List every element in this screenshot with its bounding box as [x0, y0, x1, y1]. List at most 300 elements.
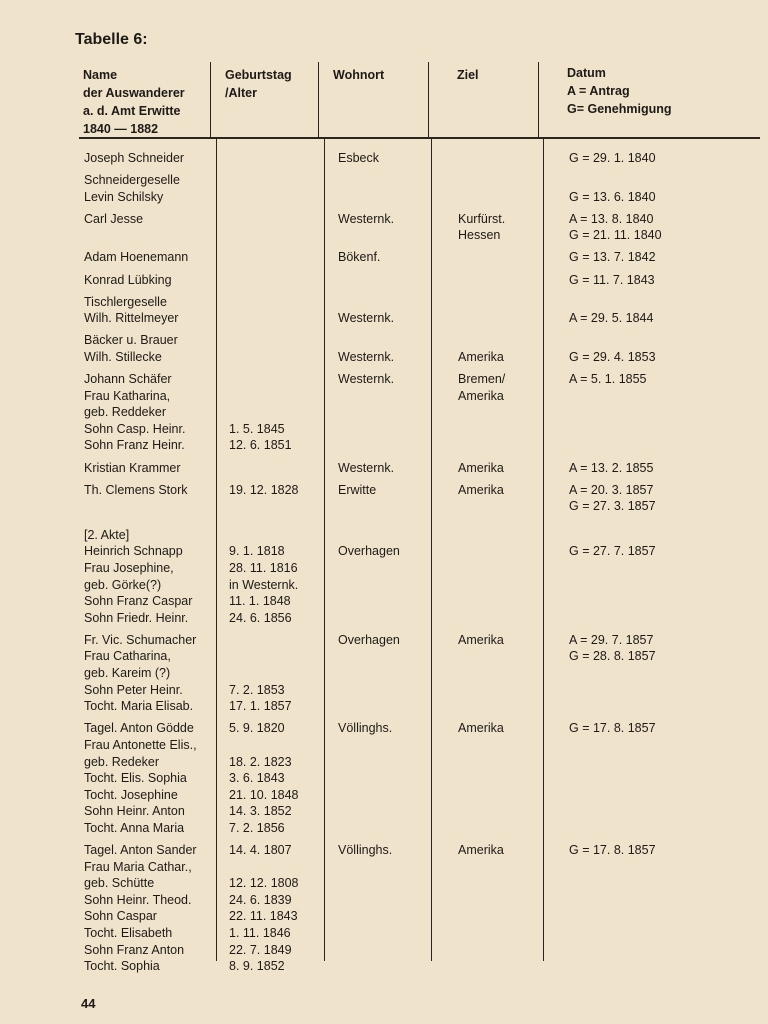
residence-cell [338, 560, 400, 577]
table-row [229, 632, 299, 715]
emigrant-name-cell: Kristian Krammer [84, 460, 181, 475]
destination-cell: Amerika [458, 460, 504, 475]
residence-cell [338, 682, 400, 699]
residence-cell [338, 610, 400, 627]
table-row [569, 249, 662, 266]
table-row [338, 150, 400, 167]
birth-date-cell [229, 527, 299, 544]
birth-date-cell: 12. 6. 1851 [229, 438, 292, 453]
emigrant-name-cell: Konrad Lübking [84, 272, 172, 287]
date-cell: G = 13. 7. 1842 [569, 250, 656, 265]
emigrant-name-cell: Sohn Caspar [84, 909, 157, 924]
header-name-line: a. d. Amt Erwitte [83, 104, 181, 118]
residence-cell [338, 272, 400, 289]
table-row [229, 332, 299, 365]
residence-cell [338, 189, 400, 206]
date-cell: G = 13. 6. 1840 [569, 189, 656, 204]
header-name-line: der Auswanderer [83, 86, 185, 100]
header-residence [333, 66, 384, 84]
emigrant-name-cell: Sohn Franz Anton [84, 942, 185, 957]
birth-date-cell: 11. 1. 1848 [229, 594, 291, 609]
residence-cell: Esbeck [338, 151, 379, 165]
destination-cell [458, 859, 505, 876]
column-birth [229, 150, 299, 975]
birth-date-cell [229, 150, 299, 167]
emigrant-name-cell: Joseph Schneider [84, 151, 185, 165]
header-birth-line: /Alter [225, 86, 257, 100]
birth-date-cell: 18. 2. 1823 [229, 754, 292, 769]
residence-cell: Westernk. [338, 211, 395, 226]
emigrant-name-cell: Frau Maria Cathar., [84, 859, 192, 874]
table-row [458, 371, 505, 454]
date-cell: G = 27. 3. 1857 [569, 499, 656, 514]
table-title: Tabelle 6: [75, 31, 148, 48]
destination-cell [458, 754, 505, 771]
table-row [458, 249, 505, 266]
date-cell [569, 892, 662, 909]
residence-cell: Westernk. [338, 460, 395, 475]
column-divider [431, 139, 432, 961]
birth-date-cell: 22. 7. 1849 [229, 942, 292, 957]
birth-date-cell [229, 272, 299, 289]
table-row [569, 272, 662, 289]
table-row [229, 272, 299, 289]
destination-cell [458, 172, 505, 189]
table-row [338, 460, 400, 477]
residence-cell [338, 498, 400, 515]
table-row [84, 720, 197, 836]
table-row [458, 150, 505, 167]
birth-date-cell [229, 404, 299, 421]
emigrant-name-cell: geb. Schütte [84, 876, 155, 891]
residence-cell [338, 227, 400, 244]
table-row [458, 172, 505, 205]
destination-cell [458, 737, 505, 754]
residence-cell [338, 437, 400, 454]
residence-cell: Völlinghs. [338, 842, 393, 857]
residence-cell [338, 803, 400, 820]
residence-cell: Erwitte [338, 482, 377, 497]
destination-cell [458, 803, 505, 820]
table-row [229, 249, 299, 266]
residence-cell: Westernk. [338, 372, 395, 387]
emigrant-name-cell: Frau Antonette Elis., [84, 737, 197, 752]
date-cell [569, 294, 662, 311]
destination-cell: Bremen/ [458, 372, 506, 387]
residence-cell: Westernk. [338, 349, 395, 364]
table-row [569, 527, 662, 627]
table-row [338, 371, 400, 454]
table-row [569, 632, 662, 715]
header-residence-line: Wohnort [333, 68, 385, 82]
emigrant-name-cell: geb. Reddeker [84, 405, 167, 420]
destination-cell [458, 908, 505, 925]
date-cell: G = 29. 4. 1853 [569, 349, 656, 364]
birth-date-cell [229, 648, 299, 665]
birth-date-cell: 3. 6. 1843 [229, 771, 285, 786]
header-date-line: G= Genehmigung [567, 102, 672, 116]
residence-cell [338, 770, 400, 787]
residence-cell [338, 908, 400, 925]
destination-cell: Kurfürst. [458, 211, 506, 226]
birth-date-cell: 28. 11. 1816 [229, 560, 298, 575]
table-row [569, 842, 662, 975]
destination-cell [458, 610, 505, 627]
emigrant-name-cell: Tischlergeselle [84, 294, 167, 309]
destination-cell: Amerika [458, 349, 504, 364]
emigrant-name-cell: Sohn Heinr. Anton [84, 804, 185, 819]
emigrant-name-cell: Sohn Franz Heinr. [84, 438, 185, 453]
residence-cell: Völlinghs. [338, 721, 393, 736]
date-cell [569, 332, 662, 349]
residence-cell [338, 820, 400, 837]
date-cell [569, 875, 662, 892]
birth-date-cell: 7. 2. 1856 [229, 820, 285, 835]
destination-cell [458, 682, 505, 699]
column-divider [428, 62, 429, 137]
date-cell [569, 803, 662, 820]
emigrant-name-cell: Tocht. Elis. Sophia [84, 771, 187, 786]
emigrant-name-cell: Bäcker u. Brauer [84, 333, 178, 348]
birth-date-cell: 1. 11. 1846 [229, 925, 291, 940]
column-divider [210, 62, 211, 137]
emigrant-name-cell: Tocht. Elisabeth [84, 925, 173, 940]
residence-cell [338, 892, 400, 909]
table-row [229, 172, 299, 205]
birth-date-cell [229, 460, 299, 477]
emigrant-name-cell: Sohn Franz Caspar [84, 594, 193, 609]
birth-date-cell: 17. 1. 1857 [229, 699, 292, 714]
date-cell [569, 754, 662, 771]
destination-cell [458, 770, 505, 787]
table-row [338, 294, 400, 327]
destination-cell: Amerika [458, 388, 504, 403]
table-row [338, 527, 400, 627]
residence-cell [338, 648, 400, 665]
date-cell [569, 404, 662, 421]
residence-cell [338, 925, 400, 942]
header-name-line: 1840 — 1882 [83, 122, 159, 136]
residence-cell [338, 577, 400, 594]
emigrant-name-cell: Tocht. Josephine [84, 787, 178, 802]
birth-date-cell [229, 371, 299, 388]
table-row [84, 272, 197, 289]
date-cell [569, 925, 662, 942]
header-rule [79, 137, 760, 139]
table-row [229, 842, 299, 975]
destination-cell [458, 560, 505, 577]
emigrant-name-cell: Tocht. Maria Elisab. [84, 699, 194, 714]
birth-date-cell [229, 310, 299, 327]
birth-date-cell: 24. 6. 1856 [229, 610, 292, 625]
residence-cell [338, 859, 400, 876]
table-row [229, 527, 299, 627]
destination-cell [458, 294, 505, 311]
table-row [229, 460, 299, 477]
destination-cell [458, 527, 505, 544]
table-row [338, 632, 400, 715]
column-destination [458, 150, 505, 975]
table-row [338, 842, 400, 975]
table-row [84, 632, 197, 715]
table-row [569, 460, 662, 477]
birth-date-cell: 14. 3. 1852 [229, 804, 292, 819]
date-cell [569, 698, 662, 715]
residence-cell [338, 737, 400, 754]
table-row [338, 272, 400, 289]
header-birth [225, 66, 292, 102]
emigrant-name-cell [84, 498, 197, 515]
birth-date-cell: 14. 4. 1807 [229, 842, 292, 857]
table-row [458, 482, 505, 515]
date-cell [569, 437, 662, 454]
date-cell: G = 28. 8. 1857 [569, 649, 656, 664]
table-row [569, 332, 662, 365]
table-row [84, 332, 197, 365]
header-name-line: Name [83, 68, 118, 82]
birth-date-cell: 5. 9. 1820 [229, 721, 285, 736]
birth-date-cell: 12. 12. 1808 [229, 876, 299, 891]
date-cell [569, 593, 662, 610]
table-row [458, 632, 505, 715]
table-row [338, 211, 400, 244]
residence-cell [338, 754, 400, 771]
table-row [84, 842, 197, 975]
emigrant-name-cell: [2. Akte] [84, 527, 130, 542]
emigrant-name-cell: Wilh. Stillecke [84, 349, 162, 364]
date-cell [569, 942, 662, 959]
table-row [569, 720, 662, 836]
destination-cell: Amerika [458, 632, 504, 647]
date-cell: A = 29. 5. 1844 [569, 311, 654, 326]
table-row [458, 527, 505, 627]
date-cell [569, 682, 662, 699]
emigrant-name-cell: Levin Schilsky [84, 189, 164, 204]
birth-date-cell [229, 294, 299, 311]
destination-cell [458, 925, 505, 942]
table-row [458, 211, 505, 244]
birth-date-cell [229, 211, 299, 228]
emigrant-name-cell: Frau Catharina, [84, 649, 171, 664]
table-row [84, 482, 197, 515]
header-date [567, 64, 672, 118]
table-row [84, 527, 197, 627]
destination-cell [458, 648, 505, 665]
date-cell [569, 820, 662, 837]
birth-date-cell: 7. 2. 1853 [229, 682, 285, 697]
birth-date-cell [229, 227, 299, 244]
date-cell [569, 908, 662, 925]
table-row [338, 249, 400, 266]
header-date-line: Datum [567, 66, 606, 80]
emigrant-name-cell: Sohn Heinr. Theod. [84, 892, 192, 907]
date-cell: G = 11. 7. 1843 [569, 272, 655, 287]
table-row [229, 150, 299, 167]
table-row [458, 332, 505, 365]
destination-cell [458, 310, 505, 327]
table-row [84, 211, 197, 244]
emigrant-name-cell: Heinrich Schnapp [84, 544, 183, 559]
date-cell [569, 665, 662, 682]
destination-cell [458, 698, 505, 715]
destination-cell [458, 498, 505, 515]
date-cell: G = 29. 1. 1840 [569, 151, 656, 165]
destination-cell [458, 942, 505, 959]
page-number: 44 [81, 996, 96, 1011]
destination-cell [458, 593, 505, 610]
residence-cell [338, 172, 400, 189]
destination-cell: Amerika [458, 482, 504, 497]
table-row [84, 371, 197, 454]
date-cell [569, 577, 662, 594]
emigrant-name-cell: Sohn Peter Heinr. [84, 682, 183, 697]
residence-cell [338, 593, 400, 610]
birth-date-cell [229, 737, 299, 754]
table-row [84, 172, 197, 205]
emigrant-name-cell: Tocht. Anna Maria [84, 820, 185, 835]
birth-date-cell [229, 172, 299, 189]
column-divider [216, 139, 217, 961]
date-cell [569, 527, 662, 544]
date-cell [569, 172, 662, 189]
table-row [84, 294, 197, 327]
birth-date-cell [229, 332, 299, 349]
destination-cell [458, 892, 505, 909]
header-date-line: A = Antrag [567, 84, 630, 98]
column-name [84, 150, 197, 975]
emigrant-name-cell: Sohn Friedr. Heinr. [84, 610, 189, 625]
residence-cell: Overhagen [338, 544, 400, 559]
emigrant-name-cell: Wilh. Rittelmeyer [84, 311, 179, 326]
emigrant-name-cell: geb. Redeker [84, 754, 160, 769]
date-cell: A = 29. 7. 1857 [569, 632, 654, 647]
date-cell [569, 610, 662, 627]
date-cell: A = 13. 8. 1840 [569, 211, 654, 226]
birth-date-cell [229, 859, 299, 876]
date-cell [569, 770, 662, 787]
birth-date-cell: 8. 9. 1852 [229, 959, 285, 974]
destination-cell [458, 820, 505, 837]
birth-date-cell [229, 249, 299, 266]
destination-cell: Hessen [458, 228, 501, 243]
birth-date-cell: 19. 12. 1828 [229, 482, 299, 497]
table-row [229, 371, 299, 454]
table-row [458, 720, 505, 836]
table-row [229, 482, 299, 515]
date-cell [569, 560, 662, 577]
residence-cell [338, 294, 400, 311]
residence-cell [338, 787, 400, 804]
table-row [338, 172, 400, 205]
emigrant-name-cell: Th. Clemens Stork [84, 482, 188, 497]
table-row [569, 294, 662, 327]
birth-date-cell [229, 632, 299, 649]
date-cell: A = 20. 3. 1857 [569, 482, 654, 497]
date-cell: A = 13. 2. 1855 [569, 460, 654, 475]
emigrant-name-cell: Frau Josephine, [84, 560, 174, 575]
emigrant-name-cell: Tocht. Sophia [84, 959, 160, 974]
birth-date-cell [229, 498, 299, 515]
birth-date-cell: 21. 10. 1848 [229, 787, 299, 802]
table-row [458, 294, 505, 327]
birth-date-cell [229, 388, 299, 405]
date-cell: A = 5. 1. 1855 [569, 372, 647, 387]
emigrant-name-cell: Carl Jesse [84, 211, 144, 226]
date-cell: G = 17. 8. 1857 [569, 721, 656, 736]
table-row [84, 150, 197, 167]
emigrant-name-cell: Johann Schäfer [84, 372, 172, 387]
destination-cell [458, 875, 505, 892]
date-cell [569, 859, 662, 876]
column-divider [543, 139, 544, 961]
residence-cell [338, 404, 400, 421]
destination-cell [458, 189, 505, 206]
table-row [569, 211, 662, 244]
emigrant-name-cell: Tagel. Anton Gödde [84, 721, 194, 736]
date-cell: G = 27. 7. 1857 [569, 544, 656, 559]
destination-cell [458, 272, 505, 289]
date-cell [569, 421, 662, 438]
table-row [229, 720, 299, 836]
table-row [338, 482, 400, 515]
emigrant-name-cell: geb. Kareim (?) [84, 666, 171, 681]
emigrant-name-cell: Adam Hoenemann [84, 250, 189, 265]
destination-cell [458, 249, 505, 266]
emigrant-name-cell: Tagel. Anton Sander [84, 842, 197, 857]
destination-cell [458, 404, 505, 421]
table-row [569, 371, 662, 454]
date-cell [569, 787, 662, 804]
table-row [458, 842, 505, 975]
destination-cell [458, 787, 505, 804]
destination-cell [458, 437, 505, 454]
residence-cell [338, 332, 400, 349]
emigrant-name-cell: geb. Görke(?) [84, 577, 162, 592]
residence-cell: Bökenf. [338, 250, 381, 265]
table-row [569, 482, 662, 515]
table-row [338, 720, 400, 836]
date-cell: G = 21. 11. 1840 [569, 228, 662, 243]
residence-cell [338, 698, 400, 715]
residence-cell [338, 942, 400, 959]
residence-cell: Overhagen [338, 632, 400, 647]
destination-cell [458, 665, 505, 682]
residence-cell [338, 875, 400, 892]
header-name [83, 66, 185, 138]
emigrant-name-cell: Fr. Vic. Schumacher [84, 632, 197, 647]
destination-cell [458, 543, 505, 560]
birth-date-cell [229, 665, 299, 682]
residence-cell [338, 958, 400, 975]
date-cell [569, 388, 662, 405]
header-destination-line: Ziel [457, 68, 479, 82]
table-row [458, 460, 505, 477]
destination-cell [458, 421, 505, 438]
destination-cell [458, 150, 505, 167]
header-destination [457, 66, 479, 84]
residence-cell: Westernk. [338, 311, 395, 326]
birth-date-cell: 1. 5. 1845 [229, 421, 285, 436]
column-divider [538, 62, 539, 137]
birth-date-cell: in Westernk. [229, 577, 299, 592]
table-row [229, 211, 299, 244]
birth-date-cell [229, 349, 299, 366]
birth-date-cell: 22. 11. 1843 [229, 909, 298, 924]
column-date [569, 150, 662, 975]
table-row [229, 294, 299, 327]
residence-cell [338, 388, 400, 405]
birth-date-cell: 9. 1. 1818 [229, 544, 285, 559]
